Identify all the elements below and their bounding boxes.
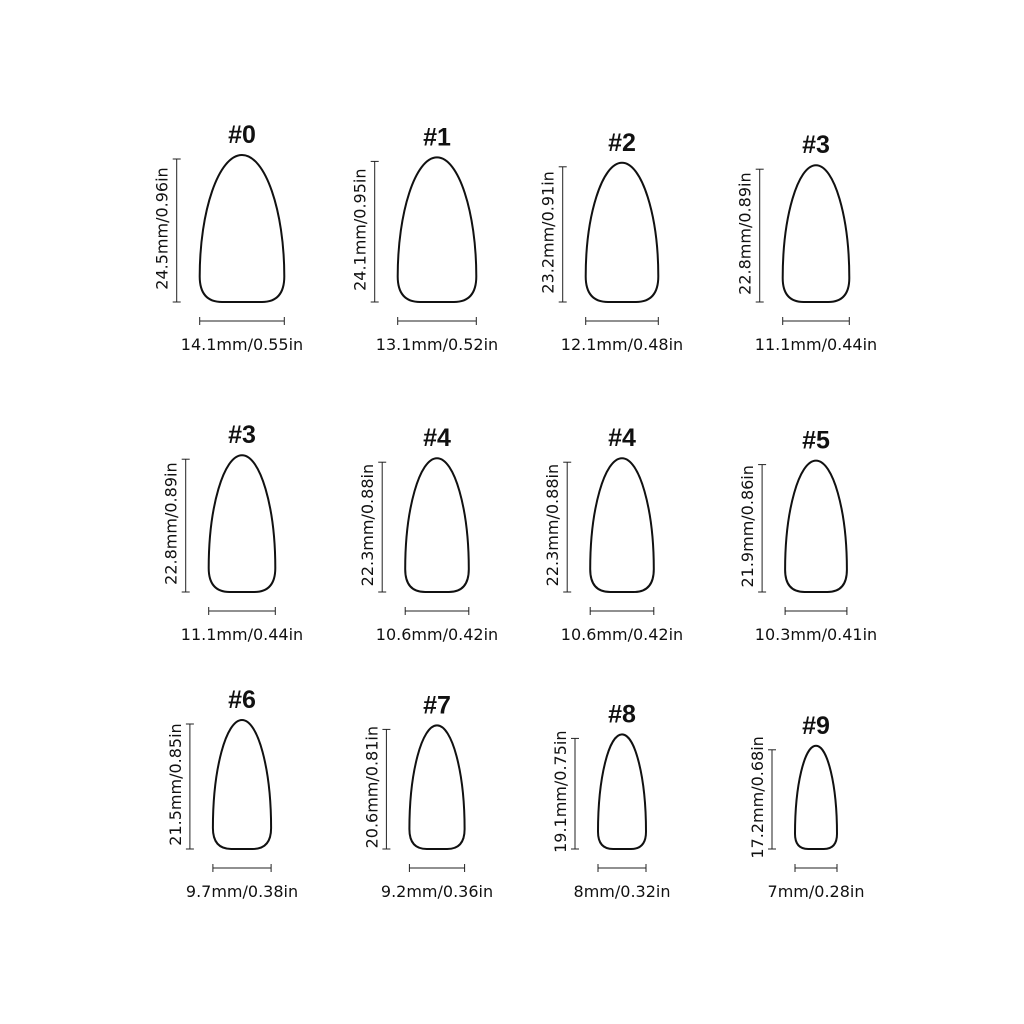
width-label: 9.2mm/0.36in [380,882,494,901]
length-label: 23.2mm/0.91in [538,171,558,294]
nail-outline [586,163,659,302]
nail-size-label: #0 [228,121,256,149]
nail-item [748,712,864,901]
nail-item [539,129,684,354]
nail-size-label: #5 [802,426,830,455]
length-label: 20.6mm/0.81in [362,725,382,849]
nail-outline [590,458,654,592]
nail-item [551,700,670,901]
nail-size-label: #3 [228,421,256,450]
nail-item [166,686,298,901]
nail-item [736,131,878,354]
length-label: 24.1mm/0.95in [350,168,370,291]
nail-size-label: #4 [608,424,636,453]
nail-size-label: #7 [423,691,451,720]
length-label: 22.8mm/0.89in [735,172,755,295]
nail-item [358,424,498,644]
length-label: 22.8mm/0.89in [161,462,181,585]
length-label: 21.5mm/0.85in [165,723,185,846]
width-label: 7mm/0.28in [767,882,865,901]
width-label: 13.1mm/0.52in [375,335,499,354]
nail-size-label: #3 [802,131,830,160]
nail-outline [783,165,850,302]
nail-size-label: #6 [228,686,256,714]
length-label: 19.1mm/0.75in [551,730,570,853]
width-label: 11.1mm/0.44in [180,625,304,644]
nail-item [543,424,683,644]
width-label: 10.6mm/0.42in [375,625,499,644]
length-label: 24.5mm/0.96in [152,167,172,290]
width-label: 8mm/0.32in [573,882,671,901]
nail-size-label: #2 [608,128,636,157]
nail-item [362,691,493,901]
nail-outline [598,734,646,849]
width-label: 10.6mm/0.42in [560,625,684,644]
length-label: 17.2mm/0.68in [748,736,767,859]
nail-outline [785,461,847,592]
width-label: 9.7mm/0.38in [185,882,299,901]
nail-outline [209,455,276,592]
nail-outline [398,157,477,302]
nail-outline [213,720,271,849]
length-label: 22.3mm/0.88in [543,463,563,587]
nail-outline [200,155,285,302]
nail-item [351,123,499,354]
nail-size-label: #4 [423,424,451,453]
nail-outline [405,458,469,592]
width-label: 11.1mm/0.44in [754,335,878,354]
width-label: 14.1mm/0.55in [180,335,304,354]
nail-item [738,427,877,644]
nail-outline [795,746,837,849]
length-label: 21.9mm/0.86in [738,465,758,588]
nail-item [162,421,304,644]
width-label: 10.3mm/0.41in [754,625,878,644]
nail-size-label: #1 [423,123,451,152]
length-label: 22.3mm/0.88in [358,463,378,587]
width-label: 12.1mm/0.48in [560,335,684,354]
nail-item [153,121,304,354]
nail-size-label: #8 [608,700,636,729]
nail-outline [409,725,464,849]
nail-size-label: #9 [802,711,830,740]
